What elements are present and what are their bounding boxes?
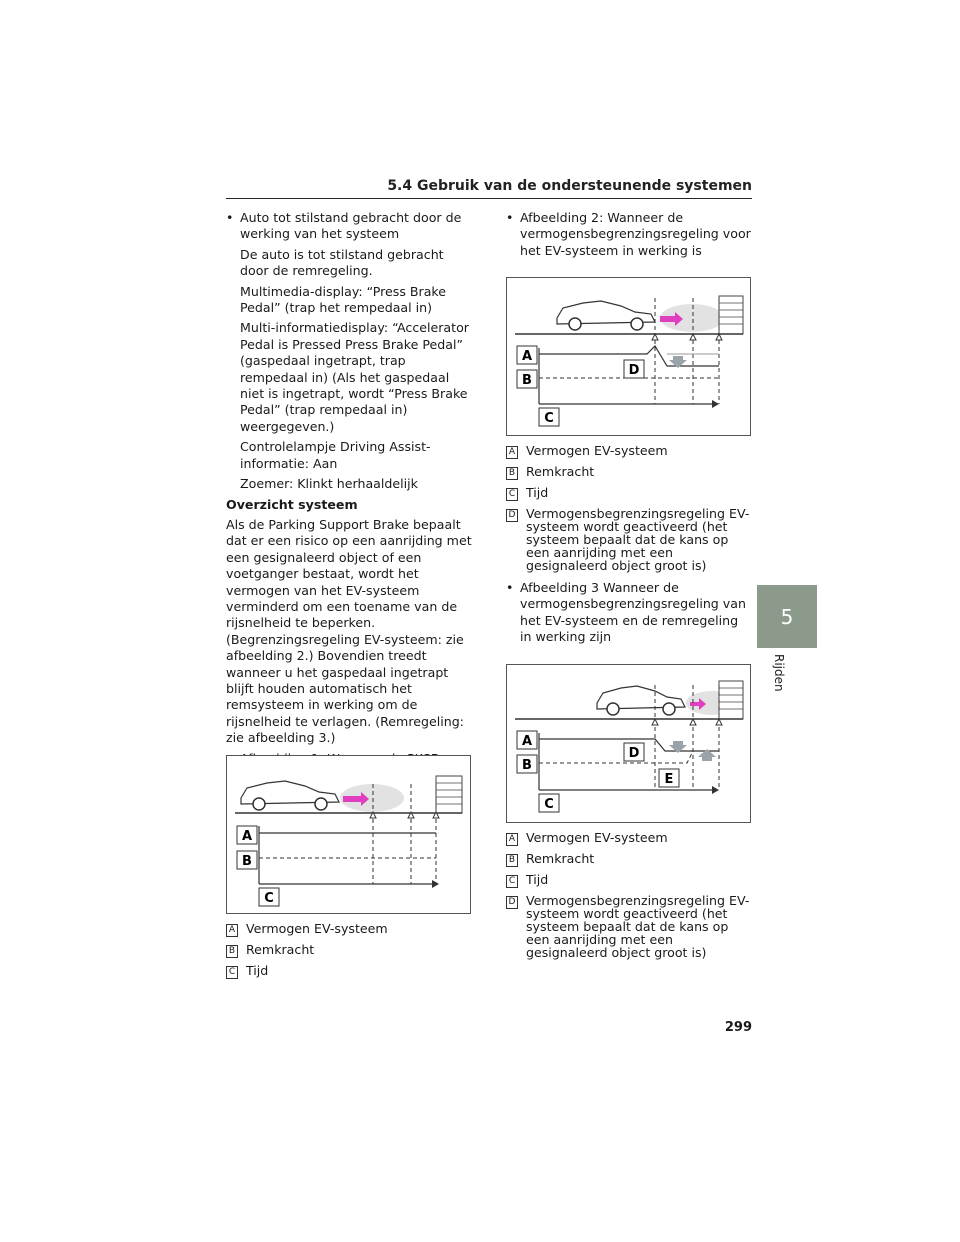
legend-key: B (506, 854, 518, 867)
label-c (539, 408, 559, 426)
legend-row (506, 444, 752, 459)
label-b (517, 755, 537, 773)
legend-key: D (506, 509, 518, 522)
header-rule (226, 198, 752, 199)
bullet-stopped: • Auto tot stilstand gebracht door de werking van het systeem (226, 210, 472, 243)
right-column-mid (506, 580, 752, 650)
legend-key: A (506, 833, 518, 846)
chapter-label: Rijden (772, 654, 786, 692)
bullet-stopped-p5: Zoemer: Klinkt herhaaldelijk (240, 476, 418, 492)
svg-text:A: A (521, 349, 533, 364)
legend-text: Tijd (246, 963, 269, 978)
label-e (659, 769, 679, 787)
legend-row (226, 964, 472, 979)
right-column-top (506, 210, 752, 263)
legend-text: Tijd (526, 872, 549, 887)
figure-3-diagram (507, 665, 750, 822)
legend-row (506, 465, 752, 480)
overview-paragraph: Als de Parking Support Brake bepaalt dat er een risico op een aanrijding met een gesignaleerd object of een voetganger bestaat, wordt het vermogen van het EV-systeem verminderd om een toename van de rijsnelheid te beperken. (Begrenzingsregeling EV-systeem: zie afbeelding 2.) Bovendien treedt wanneer u het gaspedaal ingetrapt blijft houden automatisch het remsysteem in werking om de rijsnelheid te verlagen. (Remregeling: zie afbeelding 3.) (226, 516, 472, 746)
overview-heading: Overzicht systeem (226, 496, 358, 512)
label-a (237, 826, 257, 844)
legend-key: A (506, 446, 518, 459)
bullet-stopped-p4: Controlelampje Driving Assist-informatie: Aan (240, 439, 431, 471)
svg-text:B: B (242, 854, 252, 869)
page-number: 299 (724, 1020, 752, 1035)
legend-text: Tijd (526, 485, 549, 500)
car-icon (597, 686, 685, 715)
svg-text:C: C (544, 411, 554, 426)
legend-key: D (506, 896, 518, 909)
label-d (624, 743, 644, 761)
legend-row (506, 852, 752, 867)
legend-key: C (506, 875, 518, 888)
legend-key: C (226, 966, 238, 979)
section-header: 5.4 Gebruik van de ondersteunende systemen (387, 178, 752, 194)
legend-text: Vermogen EV-systeem (246, 921, 388, 936)
wall (436, 776, 462, 813)
svg-text:B: B (522, 373, 532, 388)
wall (719, 296, 743, 334)
label-c (259, 888, 279, 906)
figure-1-diagram (227, 756, 470, 913)
chapter-number: 5 (780, 604, 794, 629)
label-b (237, 851, 257, 869)
legend-text: Remkracht (246, 942, 315, 957)
legend-key: B (226, 945, 238, 958)
legend-figure-3 (506, 831, 752, 965)
label-a (517, 346, 537, 364)
figure-1 (226, 755, 471, 914)
legend-figure-1 (226, 922, 472, 985)
svg-text:D: D (628, 363, 640, 378)
legend-row (226, 922, 472, 937)
legend-figure-2 (506, 444, 752, 578)
label-a (517, 731, 537, 749)
legend-row (506, 486, 752, 501)
svg-text:C: C (264, 891, 274, 906)
legend-key: B (506, 467, 518, 480)
legend-row (506, 507, 752, 572)
legend-row (506, 831, 752, 846)
label-c (539, 794, 559, 812)
figure-2-diagram (507, 278, 750, 435)
legend-key: A (226, 924, 238, 937)
wall (719, 681, 743, 719)
bullet-stopped-p3: Multi-informatiedisplay: “Accelerator Pedal is Pressed Press Brake Pedal” (gaspedaal ingetrapt, trap rempedaal in) (Als het gaspedaal niet is ingetrapt, wordt “Press Brake Pedal” (trap rempedaal in) weergegeven.) (240, 320, 469, 434)
label-b (517, 370, 537, 388)
svg-text:A: A (241, 829, 253, 844)
legend-row (226, 943, 472, 958)
legend-text: Vermogensbegrenzingsregeling EV-systeem wordt geactiveerd (het systeem bepaalt dat de kans op een aanrijding met een gesignaleerd object groot is) (526, 893, 750, 960)
left-column (226, 210, 472, 804)
legend-text: Remkracht (526, 851, 595, 866)
bullet-stopped-p1: De auto is tot stilstand gebracht door de remregeling. (240, 246, 444, 279)
legend-text: Vermogen EV-systeem (526, 830, 668, 845)
legend-text: Remkracht (526, 464, 595, 479)
label-d (624, 360, 644, 378)
figure-2 (506, 277, 751, 436)
svg-text:C: C (544, 797, 554, 812)
car-icon (557, 301, 655, 330)
legend-text: Vermogensbegrenzingsregeling EV-systeem wordt geactiveerd (het systeem bepaalt dat de kans op een aanrijding met een gesignaleerd object groot is) (526, 506, 750, 573)
legend-row (506, 873, 752, 888)
legend-text: Vermogen EV-systeem (526, 443, 668, 458)
legend-key: C (506, 488, 518, 501)
legend-row (506, 894, 752, 959)
svg-text:E: E (664, 772, 674, 787)
bullet-figure2: • Afbeelding 2: Wanneer de vermogensbegrenzingsregeling voor het EV-systeem in werking is (506, 210, 752, 259)
car-icon (241, 781, 339, 810)
chapter-tab (757, 585, 817, 648)
bullet-figure3: • Afbeelding 3 Wanneer de vermogensbegrenzingsregeling van het EV-systeem en de remregeling in werking zijn (506, 580, 752, 646)
svg-text:B: B (522, 758, 532, 773)
svg-text:A: A (521, 734, 533, 749)
bullet-stopped-p2: Multimedia-display: “Press Brake Pedal” (trap het rempedaal in) (240, 283, 447, 316)
figure-3 (506, 664, 751, 823)
svg-text:D: D (628, 746, 640, 761)
